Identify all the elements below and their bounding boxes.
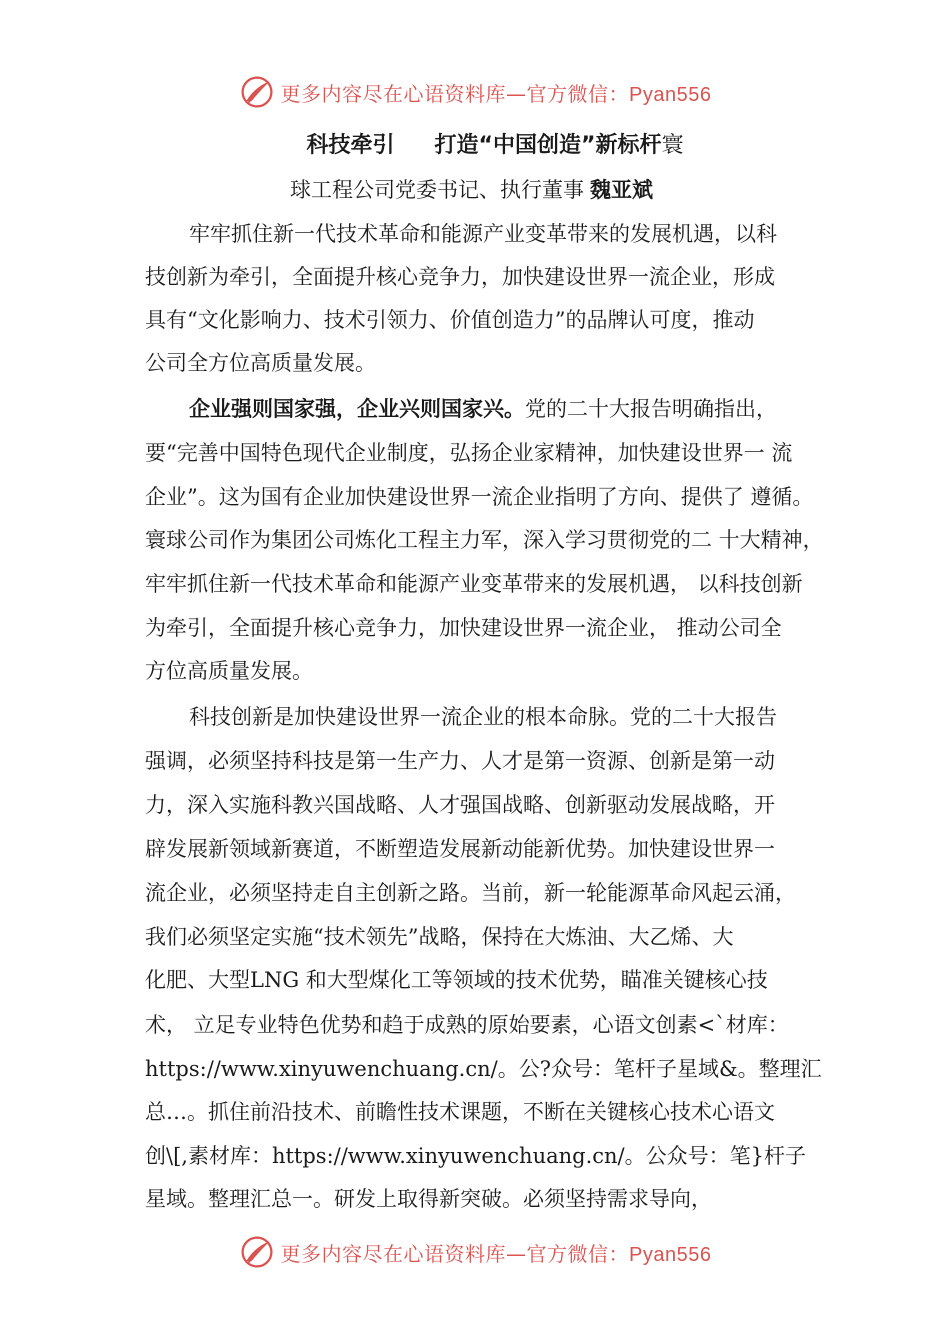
p2-lead-bold: 企业强则国家强，企业兴则国家兴。 [189,397,525,421]
p3-line: 总…。抓住前沿技术、前瞻性技术课题，不断在关键核心技术心语文 [145,1100,775,1124]
p3-line: 化肥、大型LNG 和大型煤化工等领域的技术优势，瞄准关键核心技 [145,968,768,992]
p2-line: 企业强则国家强，企业兴则国家兴。党的二十大报告明确指出， [189,397,777,421]
p1-line: 具有“文化影响力、技术引领力、价值创造力”的品牌认可度，推动 [145,308,755,332]
p1-line: 公司全方位高质量发展。 [145,351,376,375]
p3-line: 力，深入实施科教兴国战略、人才强国战略、创新驱动发展战略，开 [145,793,775,817]
banner-text: 更多内容尽在心语资料库—官方微信：Pyan556 [280,81,712,106]
p1-line: 牢牢抓住新一代技术革命和能源产业变革带来的发展机遇，以科 [189,222,777,246]
p2-line: 为牵引，全面提升核心竞争力，加快建设世界一流企业， 推动公司全 [145,616,782,640]
banner-text: 更多内容尽在心语资料库—官方微信：Pyan556 [280,1241,712,1266]
p2-line: 企业”。这为国有企业加快建设世界一流企业指明了方向、提供了 遵循。 [145,485,814,509]
top-banner [0,72,950,112]
p2-line: 要“完善中国特色现代企业制度，弘扬企业家精神，加快建设世界一 流 [145,441,793,465]
p3-line: 术， 立足专业特色优势和趋于成熟的原始要素，心语文创素<`材库： [145,1013,789,1037]
p3-line: 流企业，必须坚持走自主创新之路。当前，新一轮能源革命风起云涌， [145,881,796,905]
p2-line: 方位高质量发展。 [145,659,313,683]
p3-line: 科技创新是加快建设世界一流企业的根本命脉。党的二十大报告 [189,705,777,729]
p3-line: https://www.xinyuwenchuang.cn/。公?众号：笔杆子星域&。整理汇 [145,1057,822,1081]
p3-line: 辟发展新领域新赛道，不断塑造发展新动能新优势。加快建设世界一 [145,837,775,861]
banner-wechat: Pyan556 [629,1243,712,1266]
bottom-banner [0,1232,950,1272]
p3-line: 创\[,素材库：https://www.xinyuwenchuang.cn/。公众号：笔}杆子 [145,1144,806,1168]
banner-wechat: Pyan556 [629,83,712,106]
author-line [290,174,653,204]
p3-line: 我们必须坚定实施“技术领先”战略，保持在大炼油、大乙烯、大 [145,925,734,949]
p3-line: 星域。整理汇总一。研发上取得新突破。必须坚持需求导向， [145,1187,712,1211]
p2-line: 牢牢抓住新一代技术革命和能源产业变革带来的发展机遇， 以科技创新 [145,572,803,596]
p1-line: 技创新为牵引，全面提升核心竞争力，加快建设世界一流企业，形成 [145,265,775,289]
page-title: 科技牵引 打造“中国创造”新标杆寰 [306,133,684,158]
pen-logo-icon [239,74,275,110]
p2-line: 寰球公司作为集团公司炼化工程主力军，深入学习贯彻党的二 十大精神， [145,528,824,552]
pen-logo-icon [239,1234,275,1270]
author-role: 球工程公司党委书记、执行董事 [290,178,584,202]
author-name: 魏亚斌 [590,178,653,202]
p3-line: 强调，必须坚持科技是第一生产力、人才是第一资源、创新是第一动 [145,749,775,773]
